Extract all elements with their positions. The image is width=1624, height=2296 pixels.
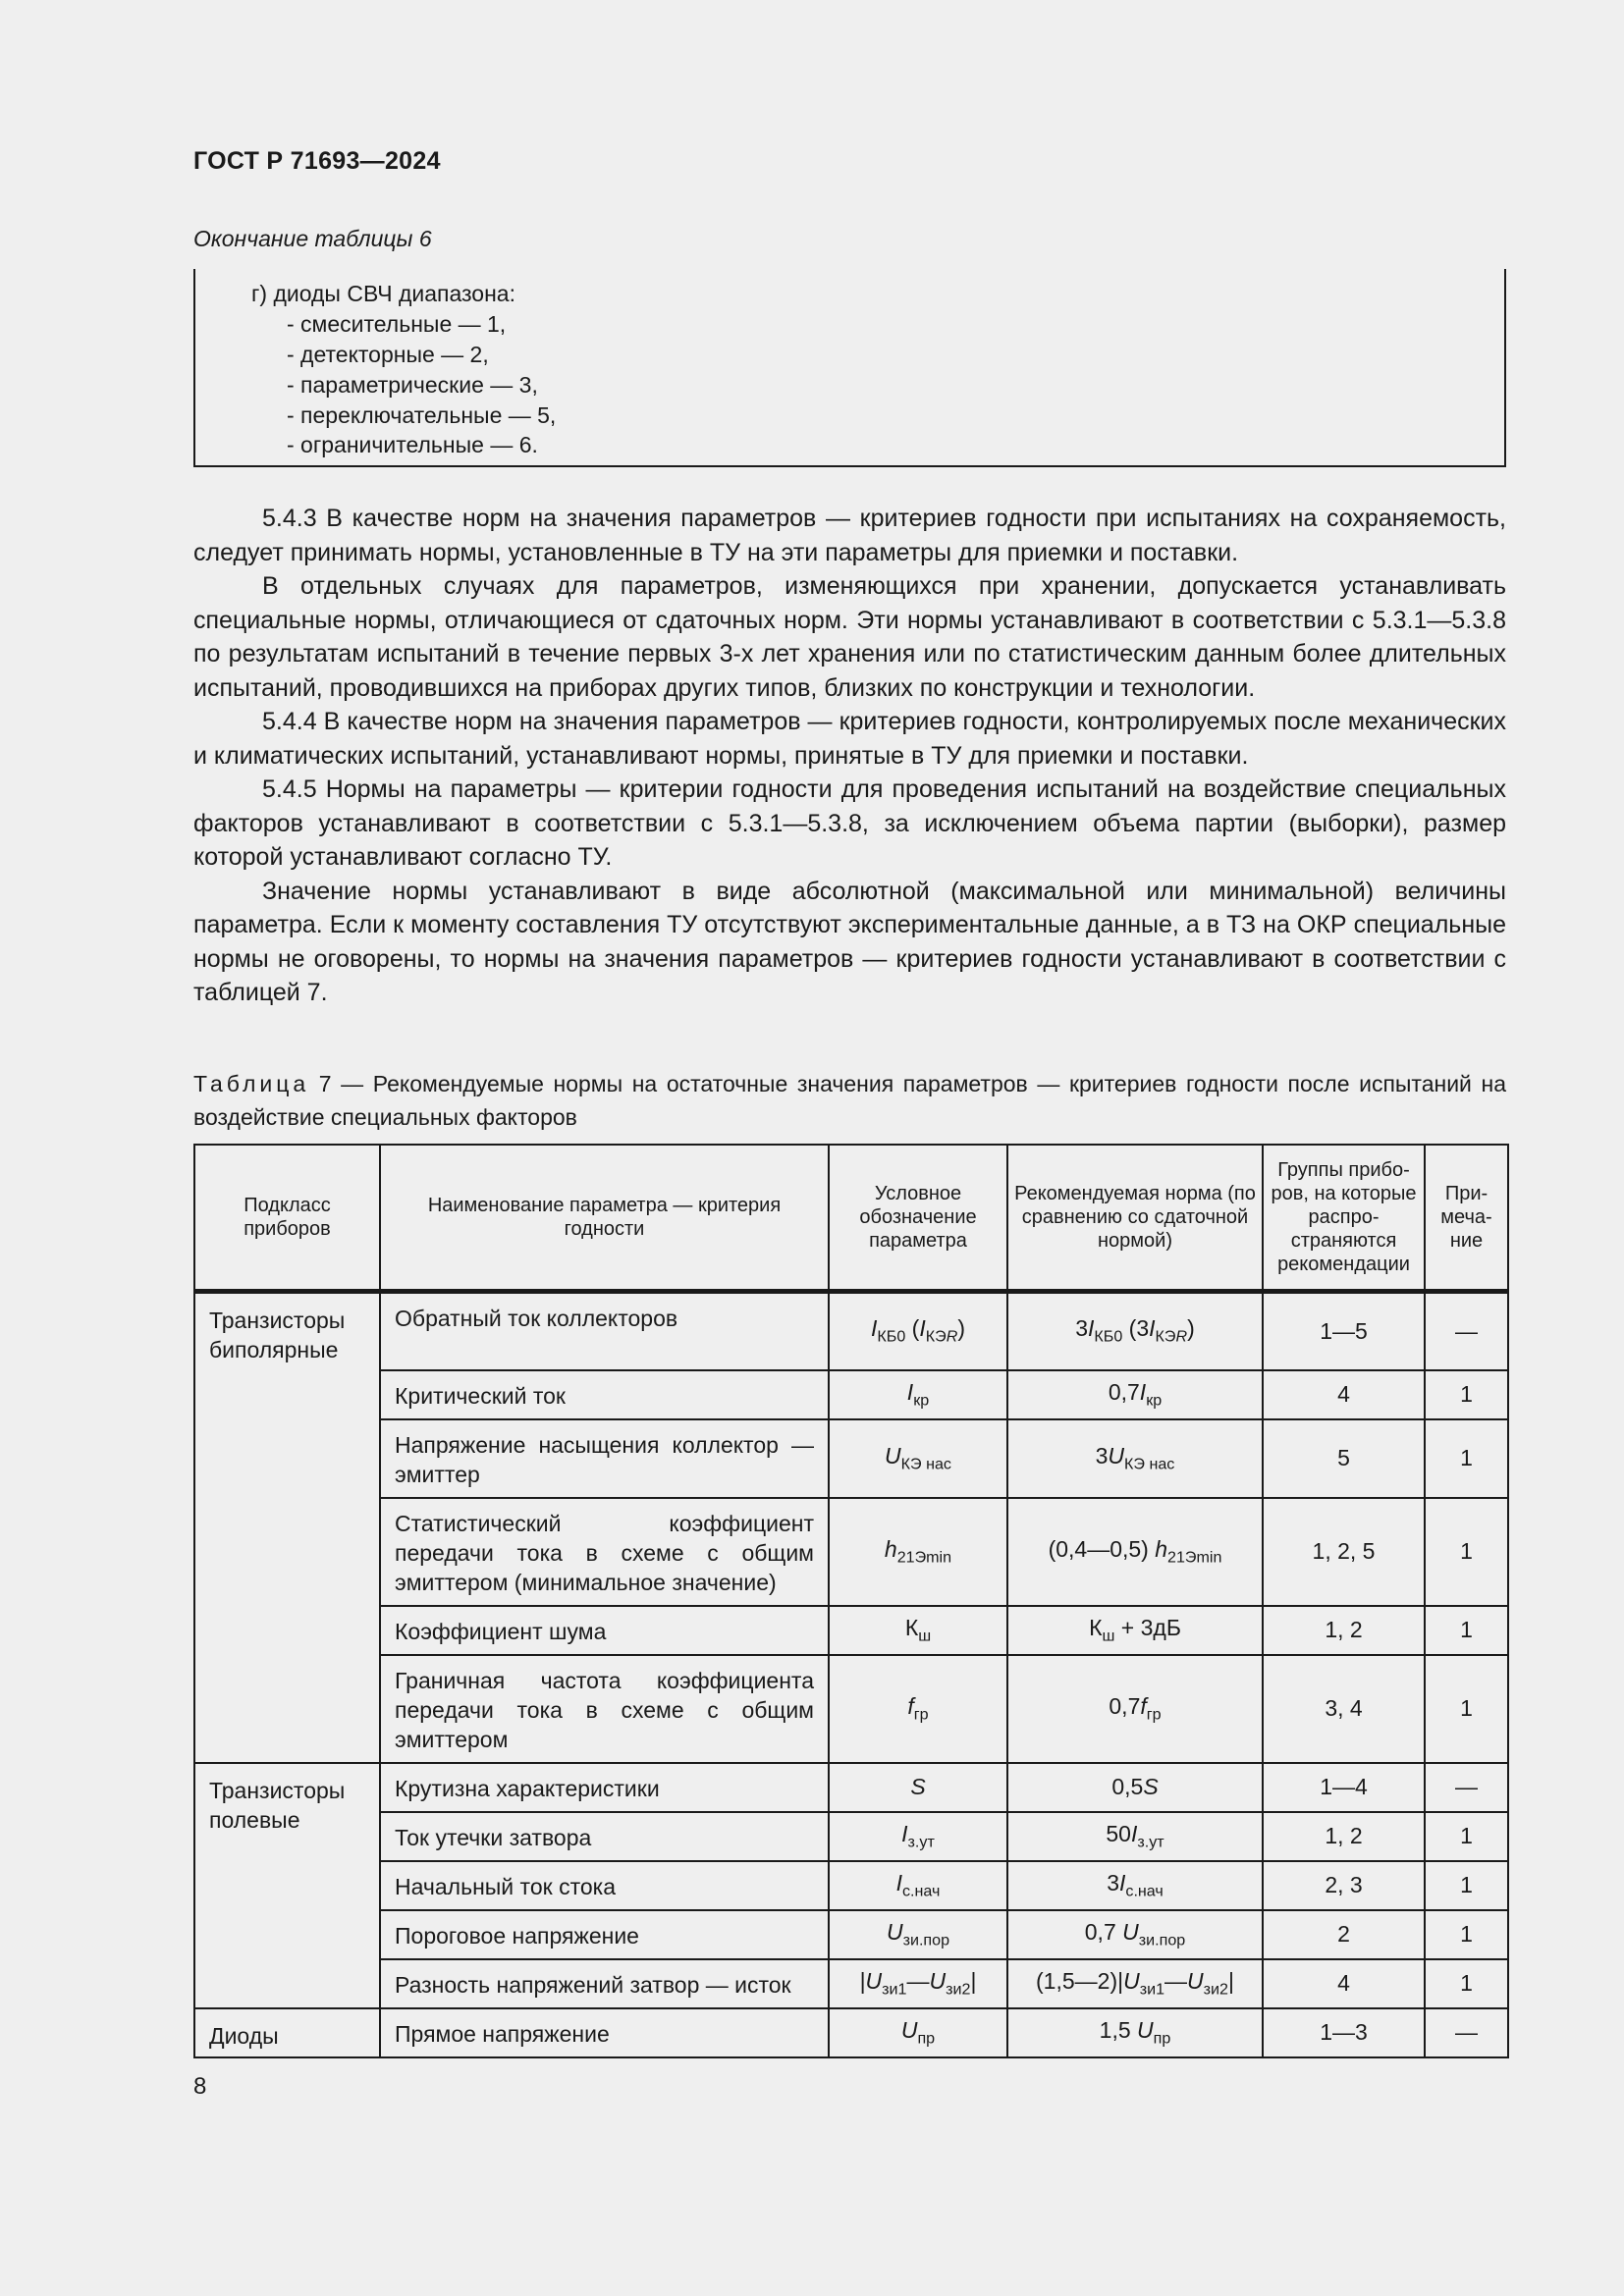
groups-cell: 4 — [1263, 1370, 1425, 1419]
norm-cell: $3I_{с.нач}$ — [1007, 1861, 1263, 1910]
header-cell: Рекомендуемая норма (по сравнению со сдаточной нормой) — [1007, 1145, 1263, 1292]
table-caption-text: 7 — Рекомендуемые нормы на остаточные значения параметров — критериев годности после испытаний на воздействие специальных факторов — [193, 1071, 1506, 1130]
body-text — [193, 502, 1506, 1010]
box-item: - детекторные — 2, — [287, 342, 489, 367]
norm-cell: 1,5 $U_{пр}$ — [1007, 2008, 1263, 2057]
symbol-cell: $U_{зи.пор}$ — [829, 1910, 1007, 1959]
groups-cell: 1, 2 — [1263, 1606, 1425, 1655]
parameter-name-cell: Прямое напряжение — [380, 2008, 829, 2057]
parameter-name-cell: Коэффициент шума — [380, 1606, 829, 1655]
groups-cell: 2, 3 — [1263, 1861, 1425, 1910]
box-lead: г) диоды СВЧ диапазона: — [251, 281, 515, 306]
paragraph: 5.4.3 В качестве норм на значения параметров — критериев годности при испытаниях на сохраняемость, следует принимать нормы, установленные в ТУ на эти параметры для приемки и поставки. — [193, 505, 1506, 566]
note-cell: — — [1425, 2008, 1508, 2057]
table-row — [194, 1861, 1508, 1910]
subclass-cell: Транзисторы биполярные — [194, 1292, 380, 1763]
document-title: ГОСТ Р 71693—2024 — [193, 147, 441, 175]
page-number: 8 — [193, 2073, 207, 2100]
note-cell: 1 — [1425, 1370, 1508, 1419]
norm-cell: (0,4—0,5) $h_{21Эmin}$ — [1007, 1498, 1263, 1606]
groups-cell: 1—4 — [1263, 1763, 1425, 1812]
table6-continuation-box — [193, 269, 1506, 467]
note-cell: 1 — [1425, 1498, 1508, 1606]
parameter-name-cell: Граничная частота коэффициента передачи тока в схеме с общим эмиттером — [380, 1655, 829, 1763]
parameter-name-cell: Напряжение насыщения коллектор — эмиттер — [380, 1419, 829, 1498]
note-cell: 1 — [1425, 1812, 1508, 1861]
box-item: - ограничительные — 6. — [287, 432, 538, 457]
note-cell: 1 — [1425, 1959, 1508, 2008]
table-row — [194, 1655, 1508, 1763]
table-header-row — [194, 1145, 1508, 1292]
subclass-cell: Транзисторы полевые — [194, 1763, 380, 2008]
symbol-cell: $|U_{зи1}—U_{зи2}|$ — [829, 1959, 1007, 2008]
parameter-name-cell: Статистический коэффициент передачи тока в схеме с общим эмиттером (минимальное значение) — [380, 1498, 829, 1606]
parameter-name-cell: Разность напряжений затвор — исток — [380, 1959, 829, 2008]
symbol-cell: $h_{21Эmin}$ — [829, 1498, 1007, 1606]
note-cell: — — [1425, 1292, 1508, 1370]
groups-cell: 1, 2, 5 — [1263, 1498, 1425, 1606]
parameter-name-cell: Начальный ток стока — [380, 1861, 829, 1910]
table-row — [194, 1763, 1508, 1812]
norm-cell: $3I_{КБ0}$ $(3I_{КЭR})$ — [1007, 1292, 1263, 1370]
norm-cell: $0,7I_{кр}$ — [1007, 1370, 1263, 1419]
note-cell: — — [1425, 1763, 1508, 1812]
groups-cell: 1—5 — [1263, 1292, 1425, 1370]
table-row — [194, 2008, 1508, 2057]
groups-cell: 1, 2 — [1263, 1812, 1425, 1861]
table-body — [194, 1292, 1508, 2057]
paragraph: В отдельных случаях для параметров, изменяющихся при хранении, допускается устанавливать специальные нормы, отличающиеся от сдаточных норм. Эти нормы устанавливают в соответствии с 5.3.1—5.3.8 по результатам испытаний в течение первых 3-х лет хранения или по статистическим данным более длительных испытаний, проводившихся на приборах других типов, близких по конструкции и технологии. — [193, 572, 1506, 702]
groups-cell: 3, 4 — [1263, 1655, 1425, 1763]
note-cell: 1 — [1425, 1910, 1508, 1959]
symbol-cell: $I_{кр}$ — [829, 1370, 1007, 1419]
table-row — [194, 1959, 1508, 2008]
subclass-cell: Диоды — [194, 2008, 380, 2057]
paragraph: 5.4.5 Нормы на параметры — критерии годности для проведения испытаний на воздействие специальных факторов устанавливают в соответствии с 5.3.1—5.3.8, за исключением объема партии (выборки), размер которой устанавливают согласно ТУ. — [193, 775, 1506, 871]
table-row — [194, 1812, 1508, 1861]
header-cell: Наименование параметра — критерия годности — [380, 1145, 829, 1292]
header-cell: Условное обозначение параметра — [829, 1145, 1007, 1292]
table-caption-label: Таблица — [193, 1071, 310, 1096]
table-7 — [193, 1144, 1509, 2058]
norm-cell: 0,5S — [1007, 1763, 1263, 1812]
norm-cell: 0,7 $U_{зи.пор}$ — [1007, 1910, 1263, 1959]
parameter-name-cell: Критический ток — [380, 1370, 829, 1419]
table-row — [194, 1910, 1508, 1959]
symbol-cell: $f_{гр}$ — [829, 1655, 1007, 1763]
box-item: - смесительные — 1, — [287, 311, 507, 337]
symbol-cell: $U_{пр}$ — [829, 2008, 1007, 2057]
symbol-cell: $К_ш$ — [829, 1606, 1007, 1655]
norm-cell: $0,7f_{гр}$ — [1007, 1655, 1263, 1763]
header-cell: Примечание — [1425, 1145, 1508, 1292]
note-cell: 1 — [1425, 1606, 1508, 1655]
symbol-cell: $U_{КЭ нас}$ — [829, 1419, 1007, 1498]
norm-cell: $(1,5—2)|U_{зи1}—U_{зи2}|$ — [1007, 1959, 1263, 2008]
norm-cell: $50I_{з.ут}$ — [1007, 1812, 1263, 1861]
groups-cell: 5 — [1263, 1419, 1425, 1498]
norm-cell: $К_ш + 3дБ$ — [1007, 1606, 1263, 1655]
header-cell: Подкласс приборов — [194, 1145, 380, 1292]
parameter-name-cell: Ток утечки затвора — [380, 1812, 829, 1861]
paragraph: Значение нормы устанавливают в виде абсолютной (максимальной или минимальной) величины параметра. Если к моменту составления ТУ отсутствуют экспериментальные данные, а в ТЗ на ОКР специальные нормы не оговорены, то нормы на значения параметров — критериев годности устанавливают в соответствии с таблицей 7. — [193, 877, 1506, 1006]
box-item: - параметрические — 3, — [287, 372, 538, 398]
groups-cell: 1—3 — [1263, 2008, 1425, 2057]
parameter-name-cell: Пороговое напряжение — [380, 1910, 829, 1959]
table-row — [194, 1606, 1508, 1655]
table-continuation-label: Окончание таблицы 6 — [193, 226, 432, 251]
table-row — [194, 1419, 1508, 1498]
groups-cell: 4 — [1263, 1959, 1425, 2008]
header-cell: Группы приборов, на которые распространяются рекомендации — [1263, 1145, 1425, 1292]
symbol-cell: $I_{с.нач}$ — [829, 1861, 1007, 1910]
symbol-cell: $I_{КБ0}$ $(I_{КЭR})$ — [829, 1292, 1007, 1370]
groups-cell: 2 — [1263, 1910, 1425, 1959]
table-row — [194, 1370, 1508, 1419]
note-cell: 1 — [1425, 1655, 1508, 1763]
parameter-name-cell: Крутизна характеристики — [380, 1763, 829, 1812]
symbol-cell: S — [829, 1763, 1007, 1812]
table-row — [194, 1498, 1508, 1606]
box-item: - переключательные — 5, — [287, 402, 557, 428]
note-cell: 1 — [1425, 1861, 1508, 1910]
symbol-cell: $I_{з.ут}$ — [829, 1812, 1007, 1861]
table-row — [194, 1292, 1508, 1370]
paragraph: 5.4.4 В качестве норм на значения параметров — критериев годности, контролируемых после механических и климатических испытаний, устанавливают нормы, принятые в ТУ для приемки и поставки. — [193, 708, 1506, 770]
table-caption — [193, 1067, 1506, 1134]
note-cell: 1 — [1425, 1419, 1508, 1498]
parameter-name-cell: Обратный ток коллекторов — [380, 1292, 829, 1370]
norm-cell: $3U_{КЭ нас}$ — [1007, 1419, 1263, 1498]
